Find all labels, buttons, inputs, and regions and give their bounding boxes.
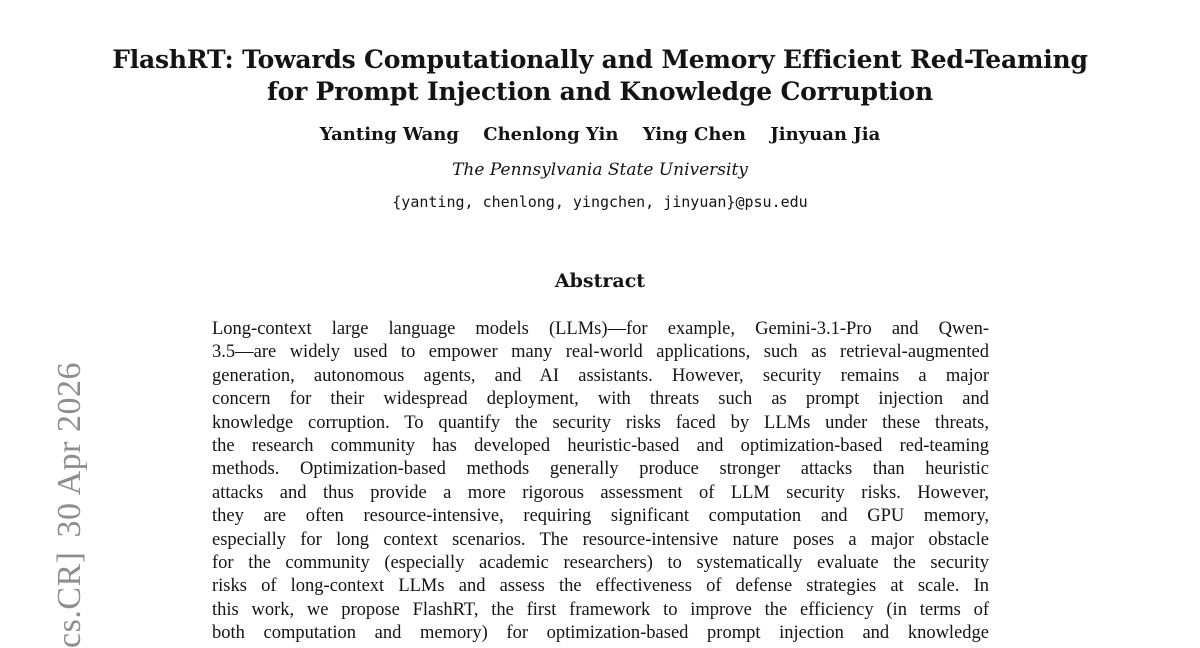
author-list xyxy=(100,122,1100,148)
paper-title-line-2: for Prompt Injection and Knowledge Corruption xyxy=(267,77,933,106)
abstract-line: attacks and thus provide a more rigorous assessment of LLM security risks. However, xyxy=(212,482,989,503)
abstract-line: Long-context large language models (LLMs)—for example, Gemini-3.1-Pro and Qwen- xyxy=(212,319,989,339)
abstract-heading: Abstract xyxy=(554,270,646,292)
author-name: Chenlong Yin xyxy=(483,124,619,145)
abstract-line: risks of long-context LLMs and assess the effectiveness of defense strategies at scale. In xyxy=(212,576,989,597)
abstract-line: knowledge corruption. To quantify the security risks faced by LLMs under these threats, xyxy=(212,412,989,433)
abstract-body xyxy=(212,318,989,646)
affiliation: The Pennsylvania State University xyxy=(452,160,748,180)
abstract-line: they are often resource-intensive, requiring significant computation and GPU memory, xyxy=(212,506,989,527)
arxiv-stamp xyxy=(52,362,88,648)
arxiv-category: cs.CR] xyxy=(51,551,88,648)
abstract-line: both computation and memory) for optimization-based prompt injection and knowledge xyxy=(212,623,989,644)
abstract-line: generation, autonomous agents, and AI assistants. However, security remains a major xyxy=(212,365,989,386)
abstract-line: methods. Optimization-based methods generally produce stronger attacks than heuristic xyxy=(212,459,989,480)
abstract-line: this work, we propose FlashRT, the first framework to improve the efficiency (in terms of xyxy=(212,599,989,620)
author-name: Yanting Wang xyxy=(319,124,459,145)
abstract-line: for the community (especially academic researchers) to systematically evaluate the security xyxy=(212,553,989,574)
author-name: Ying Chen xyxy=(642,124,746,145)
author-email: {yanting, chenlong, yingchen, jinyuan}@psu.edu xyxy=(392,193,808,211)
abstract-line: the research community has developed heuristic-based and optimization-based red-teaming xyxy=(212,436,989,457)
paper-title-line-1: FlashRT: Towards Computationally and Memory Efficient Red-Teaming xyxy=(112,45,1088,74)
arxiv-date: 30 Apr 2026 xyxy=(51,362,88,538)
abstract-line: especially for long context scenarios. The resource-intensive nature poses a major obstacle xyxy=(212,529,989,550)
author-name: Jinyuan Jia xyxy=(770,124,881,145)
abstract-line: concern for their widespread deployment, with threats such as prompt injection and xyxy=(212,389,989,410)
abstract-line: 3.5—are widely used to empower many real-world applications, such as retrieval-augmented xyxy=(212,342,989,363)
paper-title xyxy=(100,44,1100,108)
